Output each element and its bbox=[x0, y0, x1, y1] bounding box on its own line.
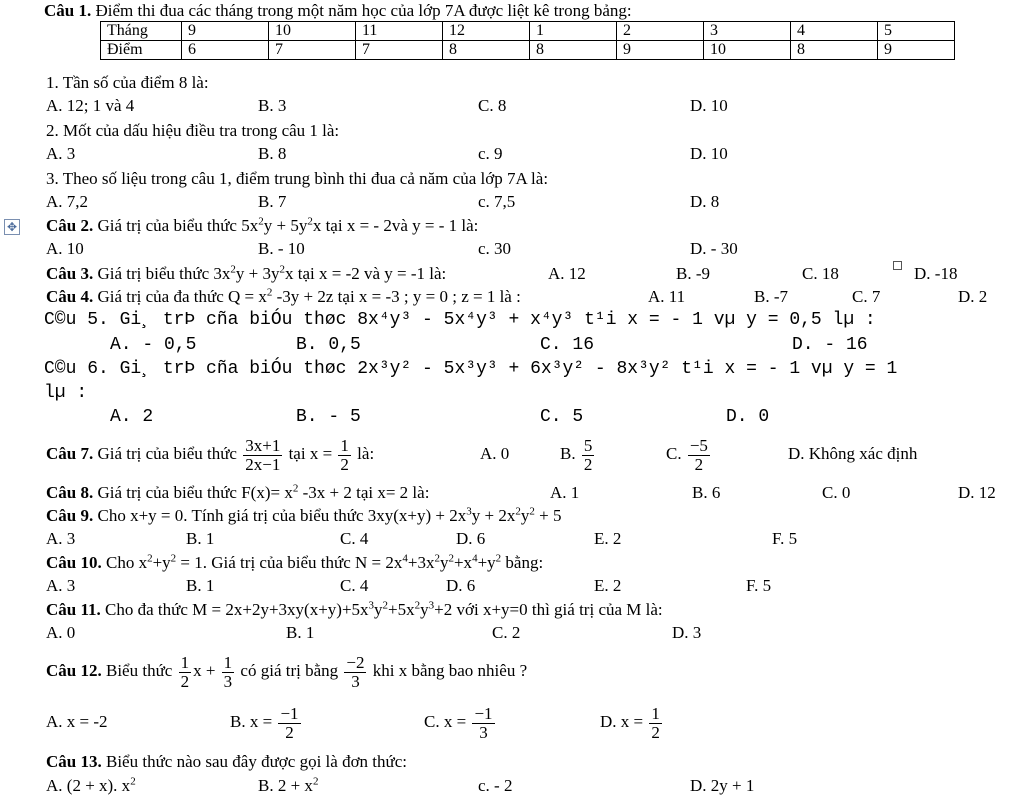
fraction bbox=[222, 654, 235, 691]
option[interactable] bbox=[258, 776, 318, 796]
denominator: 2 bbox=[340, 454, 349, 474]
q10-text: +3x bbox=[407, 553, 435, 572]
denominator: 2 bbox=[180, 671, 190, 691]
table-cell: 5 bbox=[878, 22, 955, 41]
table-row bbox=[101, 41, 955, 60]
fraction bbox=[649, 705, 662, 742]
denominator: 2 bbox=[694, 454, 704, 474]
option[interactable]: A. 12 bbox=[548, 264, 586, 283]
q3-expr: x tại x = -2 và y = -1 là: bbox=[284, 264, 447, 283]
superscript: 2 bbox=[258, 215, 264, 228]
table-cell: 1 bbox=[530, 22, 617, 41]
option-label: A. (2 + x). x bbox=[46, 776, 131, 795]
option[interactable]: D. - 30 bbox=[690, 239, 738, 258]
q8-title: Câu 8. bbox=[46, 483, 94, 502]
option-label: B. bbox=[560, 444, 576, 463]
q5-line: C©u 5. Gi¸ trÞ cña biÓu thøc 8x⁴y³ - 5x⁴y³ + x⁴y³ t¹i x = - 1 vµ y = 0,5 lµ : bbox=[44, 310, 876, 330]
superscript: 3 bbox=[466, 505, 472, 518]
q10-text: y bbox=[439, 553, 449, 572]
q7-prefix: Giá trị của biểu thức bbox=[97, 444, 237, 463]
fraction bbox=[688, 437, 710, 474]
q3-line bbox=[46, 264, 446, 284]
option[interactable]: A. 0 bbox=[480, 444, 510, 463]
q3-expr: y + 3y bbox=[235, 264, 280, 283]
numerator: 3x+1 bbox=[245, 435, 281, 455]
option[interactable]: F. 5 bbox=[772, 529, 798, 548]
q3-expr: 3x bbox=[213, 264, 231, 283]
option[interactable]: c. - 2 bbox=[478, 776, 513, 795]
q1-text: Điểm thi đua các tháng trong một năm học của lớp 7A được liệt kê trong bảng: bbox=[95, 1, 632, 20]
q6-line: C©u 6. Gi¸ trÞ cña biÓu thøc 2x³y² - 5x³y³ + 6x³y² - 8x³y² t¹i x = - 1 vµ y = 1 bbox=[44, 359, 898, 379]
option[interactable]: A. 1 bbox=[550, 483, 580, 502]
option-label: B. x = bbox=[230, 712, 273, 731]
q13-line bbox=[46, 752, 407, 772]
q10-line bbox=[46, 553, 543, 573]
q2-expr: 5x bbox=[241, 216, 259, 235]
option[interactable]: A. 3 bbox=[46, 144, 76, 163]
option[interactable] bbox=[230, 699, 303, 745]
option[interactable]: B. - 10 bbox=[258, 239, 305, 258]
option[interactable]: D. Không xác định bbox=[788, 444, 918, 463]
option[interactable]: D. 8 bbox=[690, 192, 720, 211]
q12-mid: có giá trị bằng bbox=[240, 661, 339, 680]
option[interactable]: A. - 0,5 bbox=[110, 335, 197, 355]
superscript: 2 bbox=[279, 263, 285, 276]
fraction bbox=[582, 437, 595, 474]
fraction bbox=[344, 654, 366, 691]
table-cell: 9 bbox=[182, 22, 269, 41]
q12-line bbox=[46, 648, 527, 694]
table-cell: 11 bbox=[356, 22, 443, 41]
option[interactable]: D. 0 bbox=[726, 407, 770, 427]
option[interactable]: D. 12 bbox=[958, 483, 996, 502]
option[interactable]: C. 2 bbox=[492, 623, 521, 642]
option[interactable]: B. 7 bbox=[258, 192, 287, 211]
option[interactable]: A. 11 bbox=[648, 287, 686, 306]
numerator: 1 bbox=[223, 652, 233, 672]
numerator: −5 bbox=[689, 435, 708, 455]
q10-text: = 1. Giá trị của biểu thức N = 2x bbox=[176, 553, 403, 572]
table-cell: Tháng bbox=[101, 22, 182, 41]
table-cell: 4 bbox=[791, 22, 878, 41]
q11-text: y bbox=[374, 600, 383, 619]
superscript: 4 bbox=[472, 552, 478, 565]
option[interactable]: D. 2 bbox=[958, 287, 988, 306]
table-cell: 6 bbox=[182, 41, 269, 60]
option[interactable] bbox=[666, 431, 712, 477]
table-cell: Điểm bbox=[101, 41, 182, 60]
q11-text: +5x bbox=[388, 600, 415, 619]
q3-prefix: Giá trị biểu thức bbox=[97, 264, 210, 283]
q8-line bbox=[46, 483, 429, 503]
option[interactable]: B. 1 bbox=[186, 529, 215, 548]
option[interactable]: A. 7,2 bbox=[46, 192, 89, 211]
q11-text: y bbox=[420, 600, 429, 619]
numerator: 1 bbox=[180, 652, 190, 672]
option[interactable]: C. 5 bbox=[540, 407, 584, 427]
option-label: B. 2 + x bbox=[258, 776, 313, 795]
q9-text: + 5 bbox=[534, 506, 562, 525]
q1-sub2: 2. Mốt của dấu hiệu điều tra trong câu 1 là: bbox=[46, 121, 340, 140]
denominator: 2 bbox=[285, 722, 294, 742]
option[interactable] bbox=[46, 776, 136, 796]
score-table bbox=[100, 21, 955, 60]
q2-title: Câu 2. bbox=[46, 216, 94, 235]
denominator: 3 bbox=[351, 671, 360, 691]
q7-mid: tại x = bbox=[288, 444, 333, 463]
table-cell: 12 bbox=[443, 22, 530, 41]
option[interactable]: A. 0 bbox=[46, 623, 76, 642]
q12-x: x + bbox=[193, 661, 216, 680]
superscript: 2 bbox=[529, 505, 535, 518]
option-label: C. x = bbox=[424, 712, 467, 731]
table-cell: 2 bbox=[617, 22, 704, 41]
numerator: 1 bbox=[651, 703, 660, 723]
q9-text: Cho x+y = 0. Tính giá trị của biểu thức 3xy(x+y) + 2x bbox=[97, 506, 467, 525]
numerator: 5 bbox=[583, 435, 593, 455]
option[interactable]: B. - 5 bbox=[296, 407, 361, 427]
option[interactable]: A. 2 bbox=[110, 407, 154, 427]
q7-line bbox=[46, 431, 374, 477]
option[interactable] bbox=[424, 699, 497, 745]
option[interactable]: D. 3 bbox=[672, 623, 702, 642]
superscript: 2 bbox=[434, 552, 440, 565]
q13-title: Câu 13. bbox=[46, 752, 102, 771]
q11-line bbox=[46, 600, 663, 620]
superscript: 2 bbox=[292, 482, 299, 495]
option[interactable]: E. 2 bbox=[594, 576, 622, 595]
numerator: −1 bbox=[474, 703, 493, 723]
q12-suffix: khi x bằng bao nhiêu ? bbox=[372, 661, 528, 680]
table-cell: 3 bbox=[704, 22, 791, 41]
denominator: 3 bbox=[479, 722, 488, 742]
option[interactable]: B. 1 bbox=[286, 623, 315, 642]
table-cell: 10 bbox=[704, 41, 791, 60]
q1-line bbox=[44, 1, 632, 21]
superscript: 2 bbox=[382, 599, 389, 612]
option[interactable]: A. 3 bbox=[46, 576, 76, 595]
q4-prefix: Giá trị của đa thức Q = x bbox=[97, 287, 267, 306]
option[interactable]: B. -9 bbox=[676, 264, 710, 283]
superscript: 2 bbox=[495, 552, 502, 565]
numerator: 1 bbox=[340, 435, 349, 455]
option-label: D. x = bbox=[600, 712, 644, 731]
table-cell: 8 bbox=[530, 41, 617, 60]
table-cell: 10 bbox=[269, 22, 356, 41]
option[interactable]: A. x = -2 bbox=[46, 712, 108, 731]
option[interactable]: A. 10 bbox=[46, 239, 84, 258]
q12-title: Câu 12. bbox=[46, 661, 102, 680]
q2-line bbox=[46, 216, 478, 236]
q8-text: -3x + 2 tại x= 2 là: bbox=[302, 483, 430, 502]
option[interactable]: c. 30 bbox=[478, 239, 512, 258]
option[interactable]: C. 8 bbox=[478, 96, 507, 115]
superscript: 2 bbox=[307, 215, 313, 228]
option[interactable]: D. - 16 bbox=[792, 335, 868, 355]
fraction bbox=[179, 654, 192, 691]
fraction bbox=[243, 437, 282, 474]
q10-title: Câu 10. bbox=[46, 553, 102, 572]
option[interactable]: C. 7 bbox=[852, 287, 881, 306]
q2-expr: y + 5y bbox=[263, 216, 308, 235]
q7-title: Câu 7. bbox=[46, 444, 94, 463]
option[interactable]: D. 10 bbox=[690, 144, 728, 163]
option[interactable]: A. 3 bbox=[46, 529, 76, 548]
option-label: C. bbox=[666, 444, 682, 463]
superscript: 4 bbox=[402, 552, 408, 565]
superscript: 3 bbox=[428, 599, 435, 612]
denominator: 3 bbox=[223, 671, 233, 691]
option[interactable]: B. 6 bbox=[692, 483, 721, 502]
option[interactable]: C. 0 bbox=[822, 483, 851, 502]
option[interactable]: C. 4 bbox=[340, 576, 369, 595]
table-cell: 7 bbox=[356, 41, 443, 60]
option[interactable]: B. 1 bbox=[186, 576, 215, 595]
q4-rest: -3y + 2z tại x = -3 ; y = 0 ; z = 1 là : bbox=[276, 287, 521, 306]
table-cell: 7 bbox=[269, 41, 356, 60]
option[interactable]: D. 2y + 1 bbox=[690, 776, 755, 795]
square-icon bbox=[893, 261, 902, 270]
q9-title: Câu 9. bbox=[46, 506, 94, 525]
q10-text: +y bbox=[152, 553, 171, 572]
superscript: 2 bbox=[266, 286, 273, 299]
q10-text: bằng: bbox=[501, 553, 544, 572]
option[interactable]: c. 9 bbox=[478, 144, 503, 163]
q9-text: y bbox=[520, 506, 530, 525]
option[interactable] bbox=[600, 699, 664, 745]
table-cell: 8 bbox=[791, 41, 878, 60]
q10-text: +y bbox=[477, 553, 496, 572]
option[interactable]: F. 5 bbox=[746, 576, 772, 595]
fraction bbox=[278, 705, 300, 742]
q12-prefix: Biểu thức bbox=[105, 661, 173, 680]
option[interactable]: C. 18 bbox=[802, 264, 839, 283]
q6-line2: lµ : bbox=[44, 383, 88, 403]
superscript: 3 bbox=[368, 599, 375, 612]
option[interactable]: B. 3 bbox=[258, 96, 287, 115]
q9-line bbox=[46, 506, 561, 526]
option[interactable]: B. 8 bbox=[258, 144, 287, 163]
table-row bbox=[101, 22, 955, 41]
option[interactable]: C. 16 bbox=[540, 335, 595, 355]
q9-text: y + 2x bbox=[471, 506, 516, 525]
q1-sub1: 1. Tần số của điểm 8 là: bbox=[46, 73, 209, 92]
superscript: 2 bbox=[147, 552, 153, 565]
denominator: 2 bbox=[583, 454, 593, 474]
denominator: 2 bbox=[651, 722, 660, 742]
q2-expr: x tại x = - 2và y = - 1 là: bbox=[312, 216, 479, 235]
q3-title: Câu 3. bbox=[46, 264, 94, 283]
option[interactable]: D. 10 bbox=[690, 96, 728, 115]
fraction bbox=[338, 437, 351, 474]
option[interactable]: c. 7,5 bbox=[478, 192, 516, 211]
superscript: 2 bbox=[170, 552, 177, 565]
option[interactable]: C. 4 bbox=[340, 529, 369, 548]
q10-text: Cho x bbox=[105, 553, 148, 572]
superscript: 2 bbox=[448, 552, 454, 565]
superscript: 2 bbox=[515, 505, 521, 518]
q10-text: +x bbox=[453, 553, 473, 572]
fraction bbox=[472, 705, 494, 742]
q4-line bbox=[46, 287, 521, 307]
table-cell: 9 bbox=[878, 41, 955, 60]
numerator: −2 bbox=[346, 652, 365, 672]
option[interactable]: B. 0,5 bbox=[296, 335, 361, 355]
option[interactable]: B. -7 bbox=[754, 287, 788, 306]
option[interactable]: A. 12; 1 và 4 bbox=[46, 96, 135, 115]
q1-title: Câu 1. bbox=[44, 1, 92, 20]
superscript: 2 bbox=[414, 599, 421, 612]
option[interactable]: D. 6 bbox=[456, 529, 486, 548]
option[interactable]: D. 6 bbox=[446, 576, 476, 595]
superscript: 2 bbox=[230, 263, 236, 276]
table-cell: 8 bbox=[443, 41, 530, 60]
q11-text: Cho đa thức M = 2x+2y+3xy(x+y)+5x bbox=[105, 600, 369, 619]
q13-text: Biểu thức nào sau đây được gọi là đơn thức: bbox=[105, 752, 408, 771]
denominator: 2x−1 bbox=[245, 454, 281, 474]
option[interactable]: D. -18 bbox=[914, 264, 958, 283]
q7-suffix: là: bbox=[357, 444, 375, 463]
numerator: −1 bbox=[280, 703, 299, 723]
q1-sub3: 3. Theo số liệu trong câu 1, điểm trung bình thi đua cả năm của lớp 7A là: bbox=[46, 169, 549, 188]
q11-text: +2 với x+y=0 thì giá trị của M là: bbox=[434, 600, 663, 619]
superscript: 2 bbox=[312, 775, 319, 788]
q2-prefix: Giá trị của biểu thức bbox=[97, 216, 237, 235]
option[interactable]: E. 2 bbox=[594, 529, 622, 548]
q11-title: Câu 11. bbox=[46, 600, 101, 619]
option[interactable] bbox=[560, 431, 596, 477]
table-cell: 9 bbox=[617, 41, 704, 60]
superscript: 2 bbox=[130, 775, 136, 788]
q4-title: Câu 4. bbox=[46, 287, 94, 306]
move-anchor-icon[interactable]: ✥ bbox=[4, 219, 20, 235]
q8-text: Giá trị của biểu thức F(x)= x bbox=[97, 483, 293, 502]
